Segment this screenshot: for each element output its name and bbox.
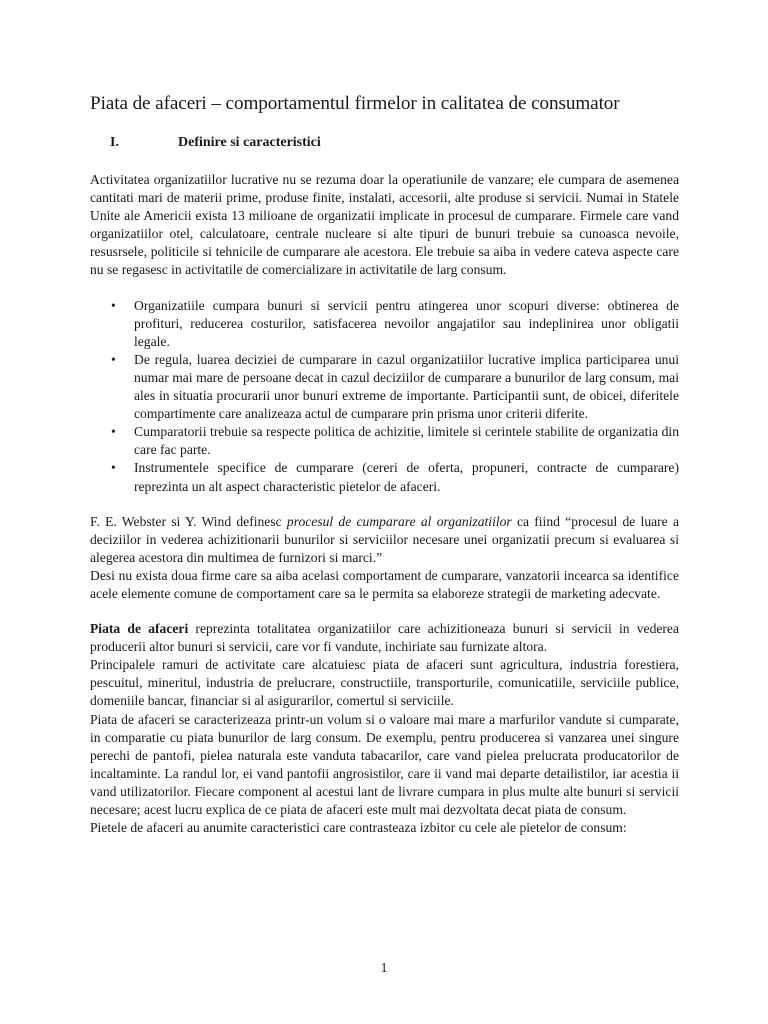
paragraph-definition (90, 513, 679, 567)
list-item-text: Organizatiile cumpara bunuri si servicii pentru atingerea unor scopuri diverse: obtinerea de profituri, reducerea costurilor, satisfacerea nevoilor angajatilor sau indeplinirea unor obligatii legale. (134, 297, 679, 349)
list-item-text: Cumparatorii trebuie sa respecte politica de achizitie, limitele si cerintele stabilite de organizatia din care fac parte. (134, 424, 679, 458)
definition-rest: ca fiind “procesul de luare a deciziilor in vederea achizitionarii bunurilor si serviciilor necesare unei organizatii precum si evaluarea si alegerea acestora din multimea de furnizori si marci.” (90, 513, 679, 565)
business-market-term: Piata de afaceri (90, 621, 189, 637)
bullet-list (90, 297, 679, 496)
definition-term: procesul de cumparare al organizatiilor (286, 513, 512, 529)
list-item (111, 459, 679, 495)
bullet-icon: • (111, 460, 116, 476)
section-number: I. (110, 135, 119, 150)
section-title: Definire si caracteristici (178, 135, 321, 150)
list-item (111, 423, 679, 459)
bullet-icon: • (111, 297, 116, 313)
paragraph-volume: Piata de afaceri se caracterizeaza printr-un volum si o valoare mai mare a marfurilor vandute si cumparate, in comparatie cu piata bunurilor de larg consum. De exemplu, pentru producerea si vanzarea unei singure perechi de pantofi, pielea naturala este vanduta tabacarilor, care vand pielea prelucrata producatorilor de incaltaminte. La randul lor, ei vand pantofii angrosistilor, care ii vand mai departe detailistilor, iar acestia ii vand utilizatorilor. Fiecare component al acestui lant de livrare cumpara in plus multe alte bunuri si servicii necesare; acest lucru explica de ce piata de afaceri este mult mai dezvoltata decat piata de consum. (90, 711, 679, 817)
paragraph-intro: Activitatea organizatiilor lucrative nu se rezuma doar la operatiunile de vanzare; ele cumpara de asemenea cantitati mari de materii prime, produse finite, instalati, accesorii, alte produse si servicii. Numai in Statele Unite ale Americii exista 13 milioane de organizatii implicate in procesul de cumparare. Firmele care vand organizatiilor otel, calculatoare, centrale nucleare si alte tipuri de bunuri trebuie sa cunoasca nevoile, resusrsele, politicile si tehnicile de cumparare ale acestora. Ele trebuie sa aiba in vedere cateva aspecte care nu se regasesc in activitatile de comercializare in activitatile de larg consum. (90, 172, 679, 278)
paragraph-business-market (90, 620, 679, 656)
business-market-rest: reprezinta totalitatea organizatiilor care achizitioneaza bunuri si servicii in vederea producerii altor bunuri si servicii, care vor fi vandute, inchiriate sau furnizate altora. (90, 621, 679, 655)
paragraph-strategy: Desi nu exista doua firme care sa aiba acelasi comportament de cumparare, vanzatorii incearca sa identifice acele elemente comune de comportament care sa le permita sa elaboreze strategii de marketing adecvate. (90, 567, 679, 601)
bullet-icon: • (111, 351, 116, 367)
page-number: 1 (380, 960, 388, 975)
paragraph-industries: Principalele ramuri de activitate care alcatuiesc piata de afaceri sunt agricultura, industria forestiera, pescuitul, mineritul, industria de prelucrare, constructiile, transporturile, comunicatiile, serviciile publice, domeniile bancar, financiar si al asigurarilor, comertul si serviciile. (90, 657, 679, 709)
list-item (111, 351, 679, 423)
section-heading (90, 134, 679, 152)
list-item-text: De regula, luarea deciziei de cumparare in cazul organizatiilor lucrative implica participarea unui numar mai mare de persoane decat in cazul deciziilor de cumparare a bunurilor de larg consum, mai ales in situatia procurarii unor bunuri extreme de importante. Participantii sunt, de obicei, diferitele compartimente care analizeaza actul de cumparare prin prisma unor criterii diferite. (134, 351, 679, 422)
page-title: Piata de afaceri – comportamentul firmelor in calitatea de consumator (90, 93, 620, 114)
list-item (111, 297, 679, 351)
definition-lead: F. E. Webster si Y. Wind definesc (90, 513, 287, 529)
paragraph-characteristics: Pietele de afaceri au anumite caracteristici care contrasteaza izbitor cu cele ale pietelor de consum: (90, 820, 627, 836)
bullet-icon: • (111, 424, 116, 440)
list-item-text: Instrumentele specifice de cumparare (cereri de oferta, propuneri, contracte de cumparare) reprezinta un alt aspect characteristic pietelor de afaceri. (134, 460, 679, 494)
